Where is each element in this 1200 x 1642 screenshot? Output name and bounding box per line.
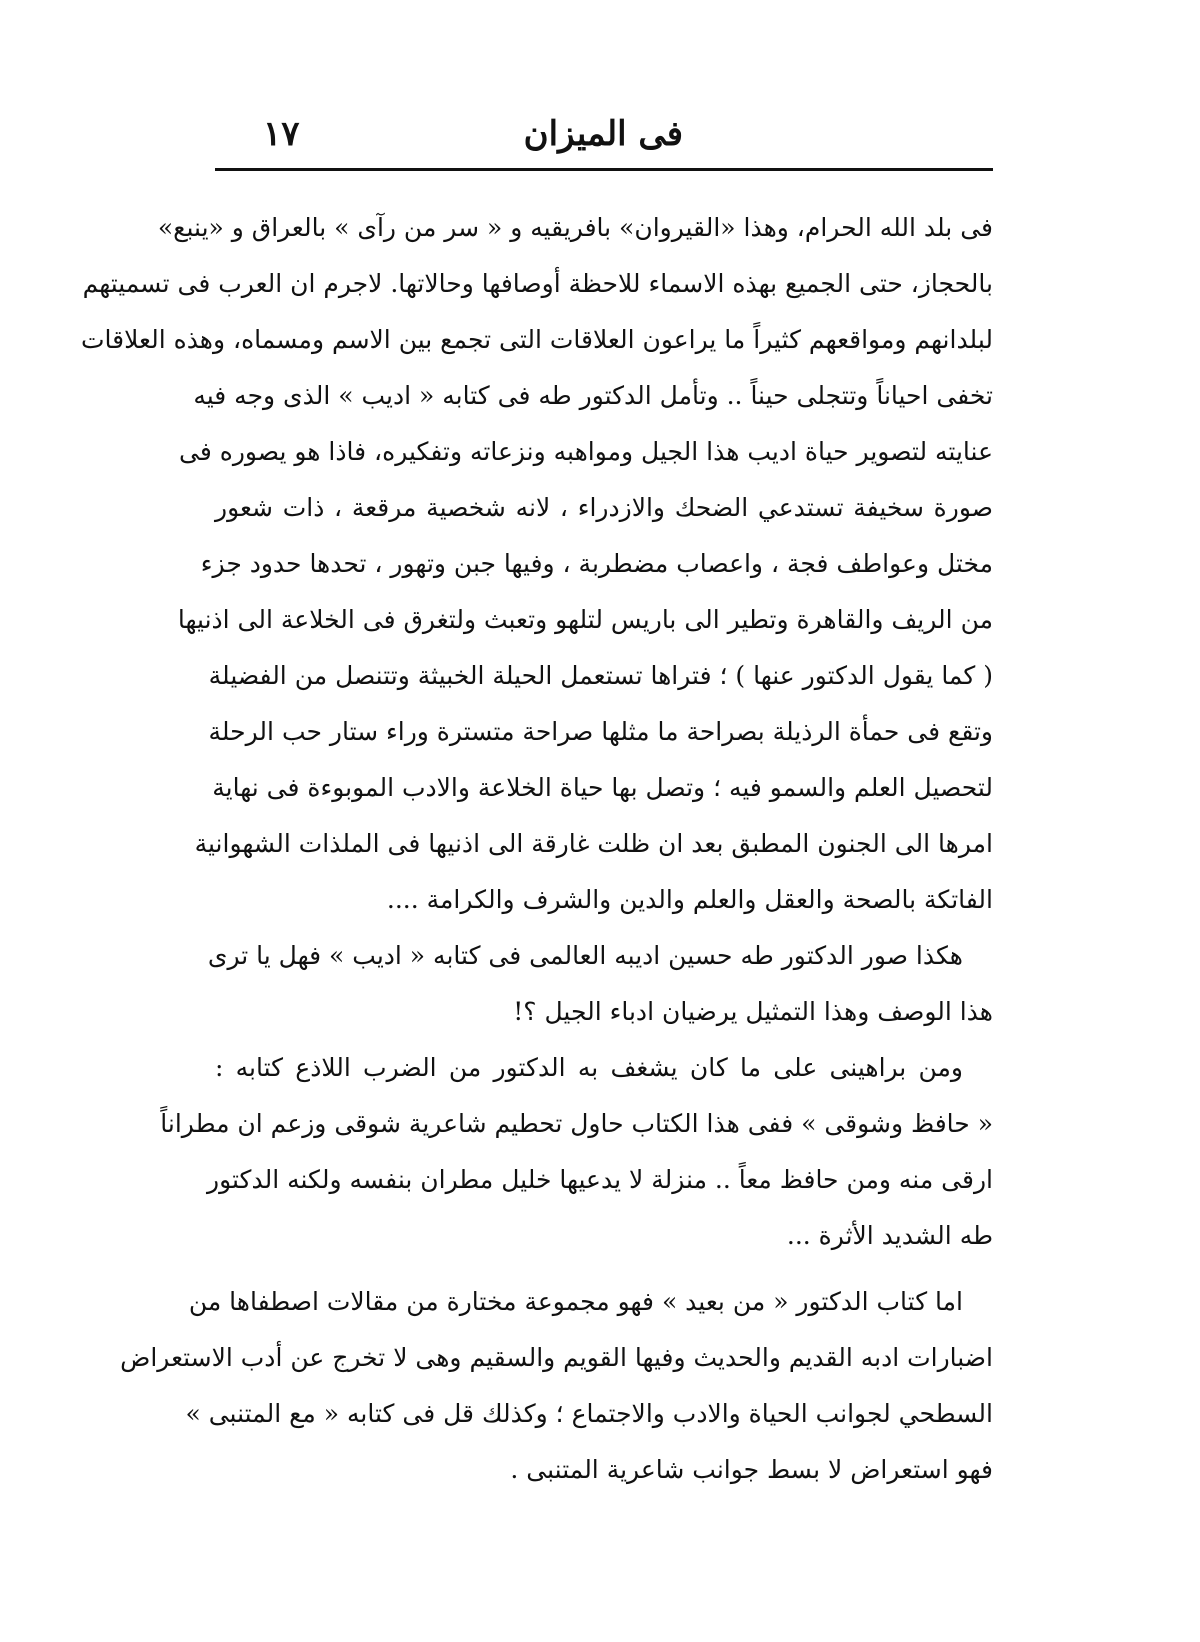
text-line: ( كما يقول الدكتور عنها ) ؛ فتراها تستعمل الحيلة الخبيثة وتتنصل من الفضيلة (208, 661, 993, 690)
text-line: لتحصيل العلم والسمو فيه ؛ وتصل بها حياة الخلاعة والادب الموبوءة فى نهاية (212, 773, 993, 802)
text-line: السطحي لجوانب الحياة والادب والاجتماع ؛ وكذلك قل فى كتابه « مع المتنبى » (185, 1399, 993, 1428)
text-line: هذا الوصف وهذا التمثيل يرضيان ادباء الجيل ؟! (513, 997, 993, 1026)
text-line: وتقع فى حمأة الرذيلة بصراحة ما مثلها صراحة متسترة وراء ستار حب الرحلة (208, 717, 993, 746)
text-line: ومن براهينى على ما كان يشغف به الدكتور من الضرب اللاذع كتابه : (215, 1053, 963, 1082)
text-line: ارقى منه ومن حافظ معاً .. منزلة لا يدعيها خليل مطران بنفسه ولكنه الدكتور (207, 1165, 993, 1194)
running-header (215, 112, 993, 162)
header-title: فى الميزان (523, 114, 683, 154)
text-line: هكذا صور الدكتور طه حسين اديبه العالمى فى كتابه « اديب » فهل يا ترى (207, 941, 963, 970)
paragraph-gap (215, 1264, 993, 1274)
text-line: فى بلد الله الحرام، وهذا «القيروان» بافريقيه و « سر من رآى » بالعراق و «ينبع» (157, 213, 993, 242)
text-line: لبلدانهم ومواقعهم كثيراً ما يراعون العلاقات التى تجمع بين الاسم ومسماه، وهذه العلاقات (81, 325, 993, 354)
text-line: « حافظ وشوقى » ففى هذا الكتاب حاول تحطيم شاعرية شوقى وزعم ان مطراناً (160, 1109, 993, 1138)
page-number: ١٧ (263, 114, 300, 154)
text-line: تخفى احياناً وتتجلى حيناً .. وتأمل الدكتور طه فى كتابه « اديب » الذى وجه فيه (193, 381, 993, 410)
text-line: عنايته لتصوير حياة اديب هذا الجيل ومواهبه ونزعاته وتفكيره، فاذا هو يصوره فى (178, 437, 993, 466)
text-line: طه الشديد الأثرة ... (786, 1221, 993, 1250)
text-line: صورة سخيفة تستدعي الضحك والازدراء ، لانه شخصية مرقعة ، ذات شعور (215, 493, 993, 522)
text-line: من الريف والقاهرة وتطير الى باريس لتلهو وتعبث ولتغرق فى الخلاعة الى اذنيها (177, 605, 993, 634)
text-line: اضبارات ادبه القديم والحديث وفيها القويم والسقيم وهى لا تخرج عن أدب الاستعراض (120, 1343, 993, 1372)
text-line: فهو استعراض لا بسط جوانب شاعرية المتنبى . (510, 1455, 993, 1484)
text-line: اما كتاب الدكتور « من بعيد » فهو مجموعة مختارة من مقالات اصطفاها من (188, 1287, 963, 1316)
text-line: مختل وعواطف فجة ، واعصاب مضطربة ، وفيها جبن وتهور ، تحدها حدود جزء (200, 549, 993, 578)
text-line: بالحجاز، حتى الجميع بهذه الاسماء للاحظة أوصافها وحالاتها. لاجرم ان العرب فى تسميتهم (82, 269, 993, 298)
body-text (81, 200, 993, 1498)
text-line: امرها الى الجنون المطبق بعد ان ظلت غارقة الى اذنيها فى الملذات الشهوانية (194, 829, 993, 858)
text-line: الفاتكة بالصحة والعقل والعلم والدين والشرف والكرامة .... (386, 885, 993, 914)
header-rule (215, 168, 993, 171)
